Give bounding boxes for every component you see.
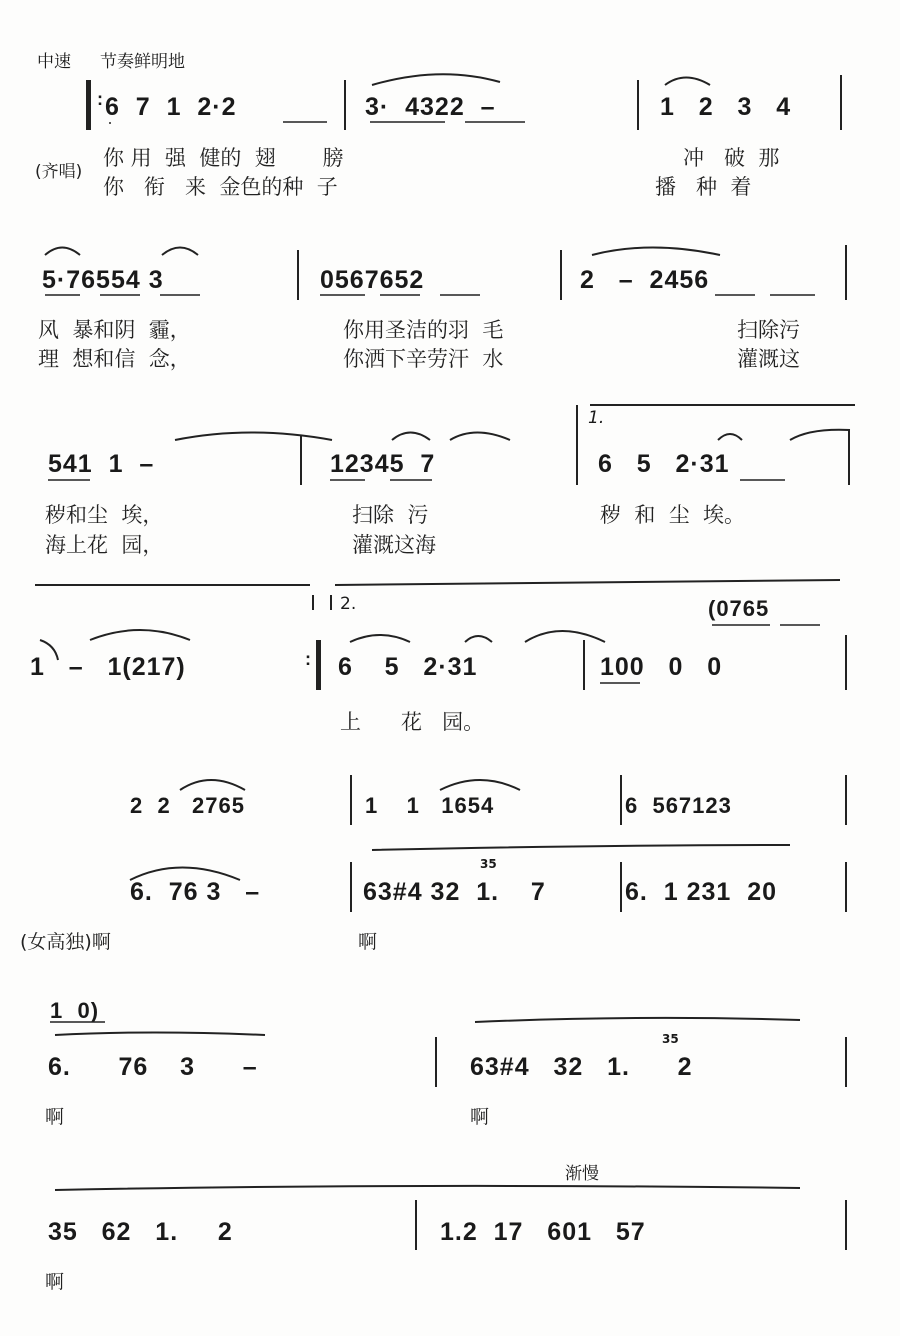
measure: 2 – 2456 xyxy=(580,266,710,294)
lyric-line: 理 想和信 念， xyxy=(38,347,191,371)
instrumental-intro: (0765 xyxy=(708,596,770,621)
lyric-line: 你 用 强 健的 翅 膀 xyxy=(103,146,344,170)
measure: 6. 76 3 – xyxy=(48,1053,258,1081)
measure: 1 2 3 4 xyxy=(660,93,792,121)
lyric-line: 风 暴和阴 霾， xyxy=(38,318,191,342)
lyric-line: 灌溉这 xyxy=(737,347,800,371)
measure: 63#4 32 1. 2 xyxy=(470,1053,693,1081)
repeat-end-bar xyxy=(316,640,321,690)
barline xyxy=(344,80,346,130)
volta-marker xyxy=(330,595,332,610)
barline xyxy=(350,862,352,912)
measure: 3· 4322 – xyxy=(365,93,496,121)
measure: 6 7 1 2·2 xyxy=(105,93,237,121)
measure: 6 567123 xyxy=(625,793,732,818)
lyric-line: 你用圣洁的羽 毛 xyxy=(343,318,504,342)
barline xyxy=(845,635,847,690)
voice-label: (齐唱) xyxy=(35,162,83,182)
barline xyxy=(415,1200,417,1250)
lyric-line: 上 花 园。 xyxy=(340,710,485,734)
lyric-line: 你 衔 来 金色的种 子 xyxy=(103,175,338,199)
measure: 2 2 2765 xyxy=(130,793,245,818)
lyric-line: 冲 破 那 xyxy=(683,146,780,170)
repeat-dots: : xyxy=(97,89,104,109)
repeat-start-bar xyxy=(86,80,91,130)
lyric-line: 扫除污 xyxy=(737,318,800,342)
barline xyxy=(297,250,299,300)
lyric-line: (女高独)啊 xyxy=(20,931,111,953)
lyric-line: 扫除 污 xyxy=(352,503,429,527)
lyric-line: 你洒下辛劳汗 水 xyxy=(343,347,504,371)
grace-notes: 35 xyxy=(662,1032,679,1046)
barline xyxy=(637,80,639,130)
volta-number: 1. xyxy=(588,408,605,428)
tempo-marking: 中速 xyxy=(37,52,71,72)
measure: 100 0 0 xyxy=(600,653,723,681)
expression-marking: 节奏鲜明地 xyxy=(100,52,185,72)
barline xyxy=(620,862,622,912)
lyric-line: 啊 xyxy=(45,1271,65,1293)
barline xyxy=(300,435,302,485)
lyric-line: 海上花 园， xyxy=(45,533,164,557)
grace-notes: 35 xyxy=(480,857,497,871)
measure: 6 5 2·31 xyxy=(338,653,478,681)
barline xyxy=(840,75,842,130)
lyric-line: 啊 xyxy=(45,1106,65,1128)
lyric-line: 灌溉这海 xyxy=(352,533,436,557)
lyric-line: 秽 和 尘 埃。 xyxy=(600,503,746,527)
tempo-change-marking: 渐慢 xyxy=(565,1164,599,1184)
barline xyxy=(848,430,850,485)
measure: 1.2 17 601 57 xyxy=(440,1218,646,1246)
volta-number: 2. xyxy=(340,594,357,614)
barline xyxy=(620,775,622,825)
barline xyxy=(576,405,578,485)
measure: 6. 76 3 – xyxy=(130,878,261,906)
barline xyxy=(583,640,585,690)
measure: 63#4 32 1. 7 xyxy=(363,878,546,906)
measure: 0567652 xyxy=(320,266,425,294)
volta-marker xyxy=(312,595,314,610)
repeat-dots: : xyxy=(305,649,312,669)
barline xyxy=(845,245,847,300)
lyric-line: 啊 xyxy=(470,1106,490,1128)
barline xyxy=(560,250,562,300)
measure: 1 – 1(217) xyxy=(30,653,186,681)
measure: 6 5 2·31 xyxy=(598,450,730,478)
lyric-line: 啊 xyxy=(358,931,378,953)
lyric-line: 播 种 着 xyxy=(655,175,752,199)
measure: 5·76554 3 xyxy=(42,266,164,294)
measure: 35 62 1. 2 xyxy=(48,1218,233,1246)
barline xyxy=(845,775,847,825)
barline xyxy=(845,1200,847,1250)
instrumental-ending: 1 0) xyxy=(50,998,100,1023)
measure: 541 1 – xyxy=(48,450,155,478)
barline xyxy=(845,1037,847,1087)
lyric-line: 秽和尘 埃， xyxy=(45,503,164,527)
measure: 12345 7 xyxy=(330,450,436,478)
barline xyxy=(845,862,847,912)
barline xyxy=(350,775,352,825)
measure: 1 1 1654 xyxy=(365,793,495,818)
measure: 6. 1 231 20 xyxy=(625,878,778,906)
barline xyxy=(435,1037,437,1087)
